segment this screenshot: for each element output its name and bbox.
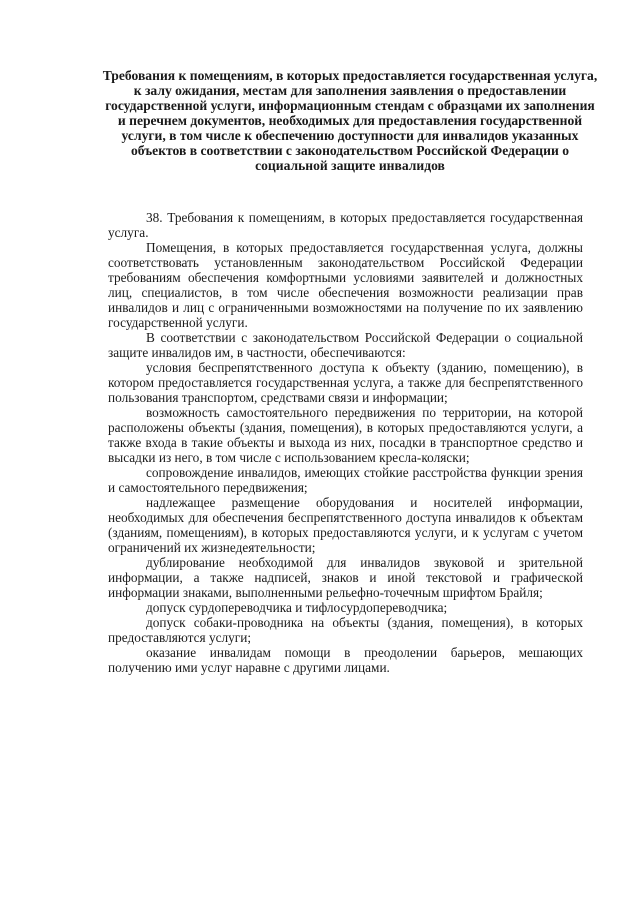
document-body — [108, 210, 583, 675]
list-item-information-duplication: дублирование необходимой для инвалидов звуковой и зрительной информации, а также надписей, знаков и иной текстовой и графической информации знаками, выполненными рельефно-точечным шрифтом Брайля; — [108, 555, 583, 600]
list-item-access-conditions: условия беспрепятственного доступа к объекту (зданию, помещению), в котором предоставляется государственная услуга, а также для беспрепятственного пользования транспортом, средствами связи и информации; — [108, 360, 583, 405]
paragraph-38: 38. Требования к помещениям, в которых предоставляется государственная услуга. — [108, 210, 583, 240]
paragraph-legislation: В соответствии с законодательством Российской Федерации о социальной защите инвалидов им, в частности, обеспечиваются: — [108, 330, 583, 360]
list-item-equipment-placement: надлежащее размещение оборудования и носителей информации, необходимых для обеспечения беспрепятственного доступа инвалидов к объектам (зданиям, помещениям), в которых предоставляются услуги, и к услугам с учетом ограничений их жизнедеятельности; — [108, 495, 583, 555]
list-item-barrier-assistance: оказание инвалидам помощи в преодолении барьеров, мешающих получению ими услуг наравне с другими лицами. — [108, 645, 583, 675]
document-heading: Требования к помещениям, в которых предоставляется государственная услуга, к залу ожидания, местам для заполнения заявления о предоставлении государственной услуги, информационным стендам с образцами их заполнения и перечнем документов, необходимых для предоставления государственной услуги, в том числе к обеспечению доступности для инвалидов указанных объектов в соответствии с законодательством Российской Федерации о социальной защите инвалидов — [102, 68, 598, 173]
list-item-guide-dog: допуск собаки-проводника на объекты (здания, помещения), в которых предоставляются услуги; — [108, 615, 583, 645]
list-item-independent-movement: возможность самостоятельного передвижения по территории, на которой расположены объекты (здания, помещения), в которых предоставляются услуги, а также входа в такие объекты и выхода из них, посадки в транспортное средство и высадки из него, в том числе с использованием кресла-коляски; — [108, 405, 583, 465]
paragraph-premises: Помещения, в которых предоставляется государственная услуга, должны соответствовать установленным законодательством Российской Федерации требованиям обеспечения комфортными условиями заявителей и должностных лиц, специалистов, в том числе обеспечения возможности реализации прав инвалидов и лиц с ограниченными возможностями на получение по их заявлению государственной услуги. — [108, 240, 583, 330]
list-item-sign-interpreter: допуск сурдопереводчика и тифлосурдопереводчика; — [146, 600, 448, 615]
list-item-escort: сопровождение инвалидов, имеющих стойкие расстройства функции зрения и самостоятельного передвижения; — [108, 465, 583, 495]
